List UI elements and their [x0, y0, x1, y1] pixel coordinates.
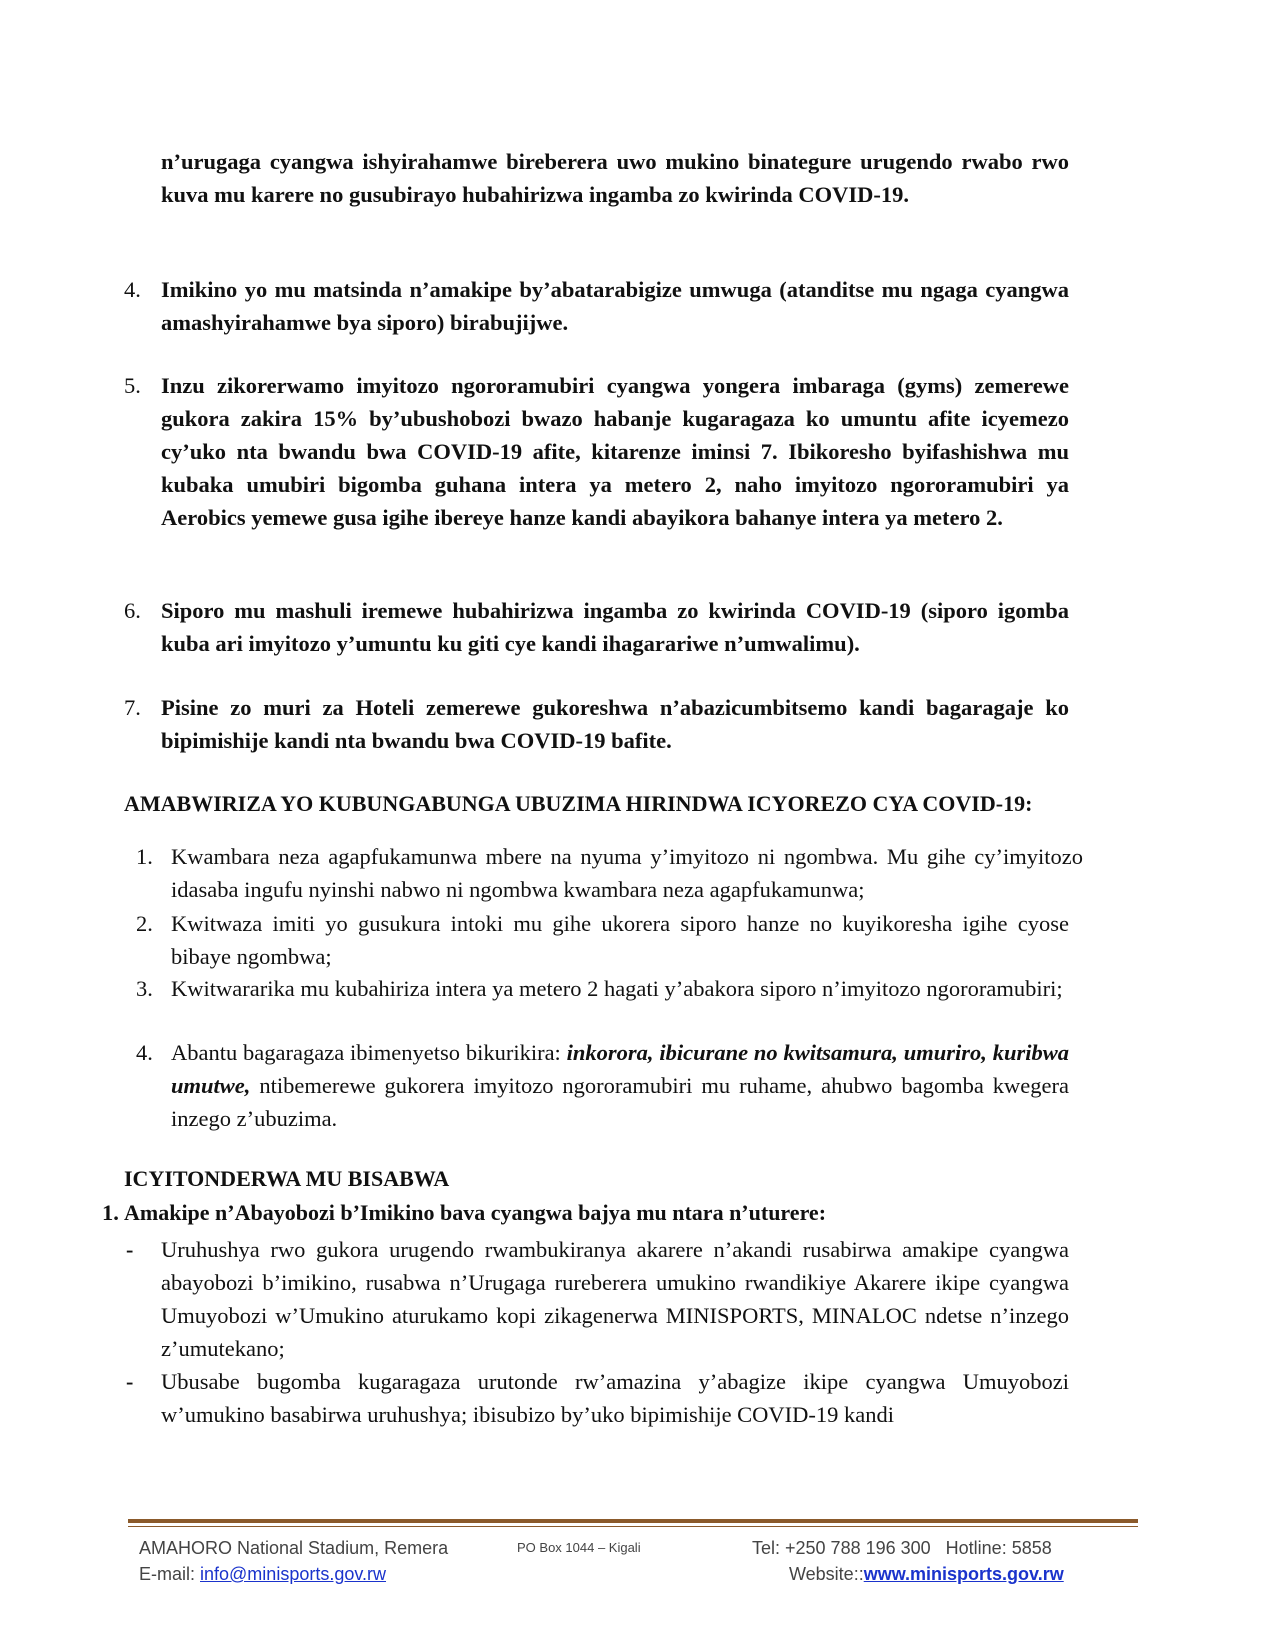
footer-pobox: PO Box 1044 – Kigali — [517, 1540, 641, 1555]
guideline-text — [171, 1036, 1069, 1135]
guideline-number: 2. — [136, 911, 153, 936]
requests-sub-number: 1. — [102, 1200, 119, 1225]
rule-number: 5. — [124, 373, 141, 398]
rule-text: Inzu zikorerwamo imyitozo ngororamubiri cyangwa yongera imbaraga (gyms) zemerewe gukora zakira 15% by’ubushobozi bwazo habanje kugaragaza ko umuntu afite icyemezo cy’uko nta bwandu bwa COVID-19 afite, kitarenze iminsi 7. Ibikoresho byifashishwa mu kubaka umubiri bigomba guhana intera ya metero 2, naho imyitozo ngororamubiri ya Aerobics yemewe gusa igihe ibereye hanze kandi abayikora bahanye intera ya metero 2. — [161, 373, 1069, 530]
footer-website-line — [789, 1561, 1064, 1587]
guideline-text: Kwitwararika mu kubahiriza intera ya metero 2 hagati y’abakora siporo n’imyitozo ngororamubiri; — [171, 976, 1063, 1001]
rule-text: Imikino yo mu matsinda n’amakipe by’abatarabigize umwuga (atanditse mu ngaga cyangwa amashyirahamwe bya siporo) birabujijwe. — [161, 277, 1069, 335]
guideline-text: Kwambara neza agapfukamunwa mbere na nyuma y’imyitozo ni ngombwa. Mu gihe cy’imyitozo idasaba ingufu nyinshi nabwo ni ngombwa kwambara neza agapfukamunwa; — [171, 844, 1083, 902]
footer-tel: Tel: +250 788 196 300 Hotline: 5858 — [752, 1538, 1052, 1558]
request-bullet: Uruhushya rwo gukora urugendo rwambukiranya akarere n’akandi rusabirwa amakipe cyangwa abayobozi b’imikino, rusabwa n’Urugaga rureberera umukino rwandikiye Akarere ikipe cyangwa Umuyobozi w’Umukino aturukamo kopi zikagenerwa MINISPORTS, MINALOC ndetse n’inzego z’umutekano; — [161, 1237, 1069, 1361]
requests-heading: ICYITONDERWA MU BISABWA — [124, 1166, 450, 1191]
footer-address: AMAHORO National Stadium, Remera — [139, 1538, 449, 1558]
rule-text: Pisine zo muri za Hoteli zemerewe gukoreshwa n’abazicumbitsemo kandi bagaragaje ko bipimishije kandi nta bwandu bwa COVID-19 bafite. — [161, 695, 1069, 753]
footer-email-label: E-mail: — [139, 1564, 201, 1584]
footer-website-label: Website:: — [789, 1564, 864, 1584]
rule-number: 6. — [124, 598, 141, 623]
requests-sub-heading: Amakipe n’Abayobozi b’Imikino bava cyangwa bajya mu ntara n’uturere: — [124, 1200, 827, 1225]
request-bullet: Ubusabe bugomba kugaragaza urutonde rw’amazina y’abagize ikipe cyangwa Umuyobozi w’umukino basabirwa uruhushya; ibisubizo by’uko bipimishije COVID-19 kandi — [161, 1369, 1069, 1427]
guideline-number: 3. — [136, 976, 153, 1001]
guidelines-heading: AMABWIRIZA YO KUBUNGABUNGA UBUZIMA HIRINDWA ICYOREZO CYA COVID-19: — [124, 791, 1033, 816]
continuation-paragraph: n’urugaga cyangwa ishyirahamwe bireberera uwo mukino binategure urugendo rwabo rwo kuva mu karere no gusubirayo hubahirizwa ingamba zo kwirinda COVID-19. — [161, 149, 1069, 207]
rule-number: 4. — [124, 277, 141, 302]
guideline-number: 1. — [136, 844, 153, 869]
guideline-text-before: Abantu bagaragaza ibimenyetso bikurikira: — [171, 1040, 567, 1065]
symptoms-emphasis: inkorora, ibicurane no kwitsamura, umuriro, kuribwa umutwe, — [171, 1040, 1069, 1098]
bullet-marker: - — [126, 1369, 134, 1394]
guideline-number: 4. — [136, 1040, 153, 1065]
guideline-text-after: ntibemerewe gukorera imyitozo ngororamubiri mu ruhame, ahubwo bagomba kwegera inzego z’ubuzima. — [171, 1073, 1069, 1131]
guideline-text: Kwitwaza imiti yo gusukura intoki mu gihe ukorera siporo hanze no kuyikoresha igihe cyose bibaye ngombwa; — [171, 911, 1069, 969]
rule-number: 7. — [124, 695, 141, 720]
rule-text: Siporo mu mashuli iremewe hubahirizwa ingamba zo kwirinda COVID-19 (siporo igomba kuba ari imyitozo y’umuntu ku giti cye kandi ihagarariwe n’umwalimu). — [161, 598, 1069, 656]
footer-email-line — [139, 1561, 386, 1587]
footer-rule-thin — [128, 1526, 1138, 1527]
footer-website-link[interactable]: www.minisports.gov.rw — [863, 1564, 1064, 1584]
footer-rule — [128, 1519, 1138, 1523]
bullet-marker: - — [126, 1237, 134, 1262]
footer-email-link[interactable]: info@minisports.gov.rw — [200, 1564, 387, 1584]
